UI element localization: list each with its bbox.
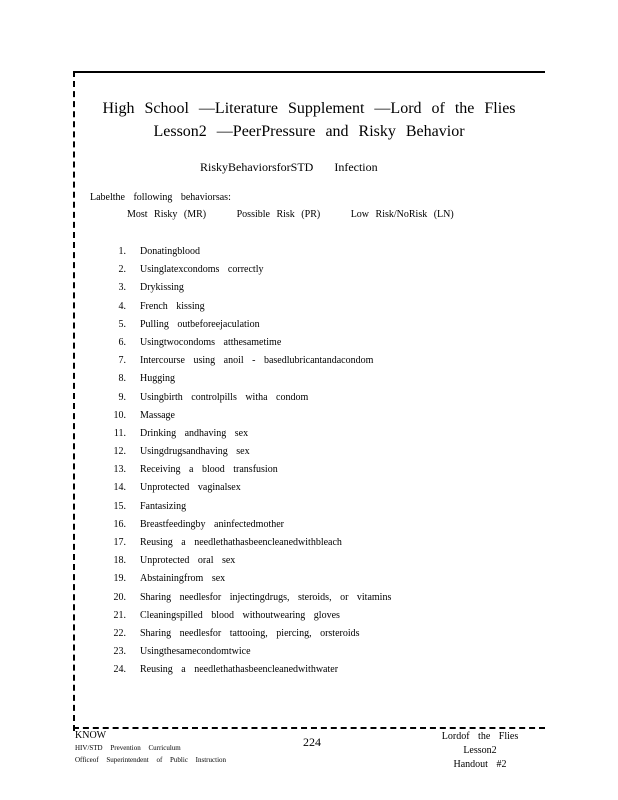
list-item-text: Abstainingfrom sex [140, 573, 226, 585]
footer-know: KNOW [75, 730, 107, 741]
list-item-number: 20. [113, 591, 126, 603]
list-item [100, 298, 391, 316]
footer-office: Officeof Superintendent of Public Instruction [75, 756, 227, 764]
list-item [100, 407, 391, 425]
page-number: 224 [303, 735, 321, 749]
list-item-number: 3. [118, 282, 126, 294]
list-item-text: Breastfeedingby aninfectedmother [140, 518, 284, 530]
list-item [100, 261, 391, 279]
list-item-text: Usingbirth controlpills witha condom [140, 391, 309, 403]
list-item [100, 425, 391, 443]
list-item-number: 1. [118, 246, 126, 257]
list-item [100, 352, 391, 370]
list-item-number: 12. [113, 446, 126, 458]
list-item-number: 10. [113, 409, 126, 421]
list-item [100, 316, 391, 334]
legend-possible-risk: Possible Risk (PR) [236, 209, 321, 220]
list-item-text: Massage [140, 409, 175, 421]
list-item [100, 661, 391, 679]
list-item [100, 498, 391, 516]
list-item-text: Usingthesamecondomtwice [140, 646, 251, 658]
frame-top-border [73, 71, 545, 73]
list-item-text: Donatingblood [140, 246, 200, 257]
list-item-text: French kissing [140, 300, 205, 312]
legend-most-risky: Most Risky (MR) [127, 209, 207, 220]
list-item-text: Reusing a needlethathasbeencleanedwithwater [140, 664, 339, 676]
frame-bottom-border [73, 727, 545, 729]
footer-curriculum: HIV/STD Prevention Curriculum [75, 744, 181, 752]
list-item-number: 9. [118, 391, 126, 403]
list-item-text: Usingtwocondoms atthesametime [140, 336, 282, 348]
list-item-number: 2. [118, 264, 126, 276]
list-item [100, 279, 391, 297]
list-item-text: Hugging [140, 373, 175, 385]
list-item-text: Pulling outbeforeejaculation [140, 318, 260, 330]
list-item-text: Drykissing [140, 282, 184, 294]
list-item [100, 479, 391, 497]
list-item-text: Usingdrugsandhaving sex [140, 446, 250, 458]
list-item-number: 16. [113, 518, 126, 530]
list-item-text: Sharing needlesfor injectingdrugs, steroids, or vitamins [140, 591, 392, 603]
footer-lesson: Lesson2 [463, 745, 497, 756]
list-item-number: 15. [113, 500, 126, 512]
list-item [100, 461, 391, 479]
page-title-line1: High School —Literature Supplement —Lord of the Flies [102, 100, 516, 117]
page-title-line2: Lesson2 —PeerPressure and Risky Behavior [153, 123, 465, 140]
list-item [100, 516, 391, 534]
list-item-number: 19. [113, 573, 126, 585]
footer-left [75, 730, 226, 766]
list-item-number: 22. [113, 627, 126, 639]
list-item-number: 18. [113, 555, 126, 567]
list-item-number: 14. [113, 482, 126, 494]
list-item-text: Sharing needlesfor tattooing, piercing, orsteroids [140, 627, 360, 639]
list-item [100, 607, 391, 625]
list-item-text: Drinking andhaving sex [140, 427, 249, 439]
list-item [100, 534, 391, 552]
list-item-number: 4. [118, 300, 126, 312]
list-item-text: Cleaningspilled blood withoutwearing gloves [140, 609, 340, 621]
page-subtitle: RiskyBehaviorsforSTD Infection [200, 160, 378, 174]
list-item-number: 13. [113, 464, 126, 476]
list-item-number: 23. [113, 646, 126, 658]
list-item-text: Fantasizing [140, 500, 187, 512]
list-item [100, 443, 391, 461]
list-item-number: 6. [118, 336, 126, 348]
list-item-number: 7. [118, 355, 126, 367]
list-item [100, 389, 391, 407]
instructions-text: Labelthe following behaviorsas: [90, 192, 231, 203]
list-item [100, 243, 391, 261]
list-item-text: Usinglatexcondoms correctly [140, 264, 264, 276]
label-legend [127, 209, 482, 220]
list-item-text: Receiving a blood transfusion [140, 464, 278, 476]
list-item-number: 11. [113, 427, 126, 439]
behavior-list [100, 243, 391, 680]
list-item [100, 370, 391, 388]
list-item-number: 17. [113, 537, 126, 548]
footer-handout: Handout #2 [453, 759, 507, 770]
list-item [100, 334, 391, 352]
list-item [100, 643, 391, 661]
list-item [100, 552, 391, 570]
list-item-text: Reusing a needlethathasbeencleanedwithbleach [140, 537, 342, 548]
footer-book-title: Lordof the Flies [441, 731, 519, 742]
list-item-number: 21. [113, 609, 126, 621]
legend-low-risk: Low Risk/NoRisk (LN) [350, 209, 454, 220]
list-item-number: 24. [113, 664, 126, 676]
list-item-text: Intercourse using anoil - basedlubricantandacondom [140, 355, 374, 367]
list-item [100, 570, 391, 588]
list-item-number: 8. [118, 373, 126, 385]
list-item-text: Unprotected vaginalsex [140, 482, 241, 494]
footer-right [440, 730, 520, 772]
list-item-number: 5. [118, 318, 126, 330]
list-item-text: Unprotected oral sex [140, 555, 236, 567]
frame-left-border [73, 71, 75, 731]
list-item [100, 589, 391, 607]
list-item [100, 625, 391, 643]
